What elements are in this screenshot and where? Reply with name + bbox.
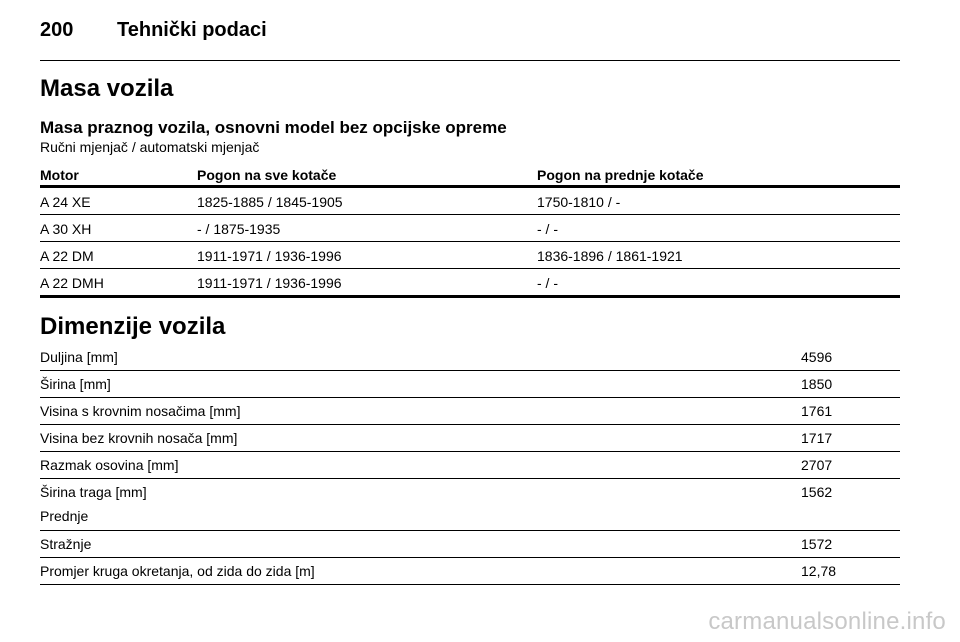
vehicle-mass-table	[40, 161, 900, 298]
section-title-dimensions: Dimenzije vozila	[40, 313, 226, 340]
table-row	[40, 558, 900, 585]
dimension-value: 1572	[801, 536, 833, 552]
cell-fwd: 1750-1810 / -	[537, 194, 621, 210]
page-header	[40, 16, 900, 61]
cell-motor: A 22 DMH	[40, 275, 104, 291]
table-row	[40, 479, 900, 531]
dimension-label: Duljina [mm]	[40, 349, 118, 365]
dimension-value: 1761	[801, 403, 833, 419]
cell-awd: - / 1875-1935	[197, 221, 281, 237]
table-row	[40, 425, 900, 452]
dimension-label: Visina s krovnim nosačima [mm]	[40, 403, 241, 419]
dimension-label: Stražnje	[40, 536, 92, 552]
cell-awd: 1911-1971 / 1936-1996	[197, 275, 342, 291]
transmission-note: Ručni mjenjač / automatski mjenjač	[40, 139, 260, 155]
dimension-label: Širina traga [mm]	[40, 484, 147, 500]
dimension-label: Visina bez krovnih nosača [mm]	[40, 430, 238, 446]
dimension-value: 2707	[801, 457, 833, 473]
dimension-sublabel: Prednje	[40, 508, 89, 524]
dimension-value: 1717	[801, 430, 833, 446]
cell-motor: A 22 DM	[40, 248, 94, 264]
dimensions-table	[40, 344, 900, 585]
table-row	[40, 531, 900, 558]
cell-motor: A 24 XE	[40, 194, 91, 210]
table-row	[40, 371, 900, 398]
watermark: carmanualsonline.info	[708, 608, 946, 635]
cell-awd: 1911-1971 / 1936-1996	[197, 248, 342, 264]
cell-fwd: - / -	[537, 221, 558, 237]
cell-awd: 1825-1885 / 1845-1905	[197, 194, 343, 210]
chapter-title: Tehnički podaci	[117, 19, 267, 41]
table-row	[40, 188, 900, 215]
table-header	[40, 161, 900, 188]
column-header-motor: Motor	[40, 167, 79, 183]
cell-fwd: - / -	[537, 275, 558, 291]
dimension-value: 1562	[801, 484, 833, 500]
dimension-value: 1850	[801, 376, 833, 392]
dimension-value: 12,78	[801, 563, 837, 579]
page-number: 200	[40, 19, 74, 41]
cell-motor: A 30 XH	[40, 221, 92, 237]
dimension-label: Razmak osovina [mm]	[40, 457, 179, 473]
subsection-title-empty-mass: Masa praznog vozila, osnovni model bez opcijske opreme	[40, 118, 507, 137]
table-row	[40, 398, 900, 425]
table-row	[40, 269, 900, 298]
cell-fwd: 1836-1896 / 1861-1921	[537, 248, 683, 264]
table-row	[40, 242, 900, 269]
dimension-label: Širina [mm]	[40, 376, 111, 392]
column-header-fwd: Pogon na prednje kotače	[537, 167, 704, 183]
table-row	[40, 215, 900, 242]
section-title-vehicle-mass: Masa vozila	[40, 75, 174, 102]
dimension-value: 4596	[801, 349, 833, 365]
column-header-awd: Pogon na sve kotače	[197, 167, 337, 183]
table-row	[40, 344, 900, 371]
dimension-label: Promjer kruga okretanja, od zida do zida [m]	[40, 563, 315, 579]
table-row	[40, 452, 900, 479]
